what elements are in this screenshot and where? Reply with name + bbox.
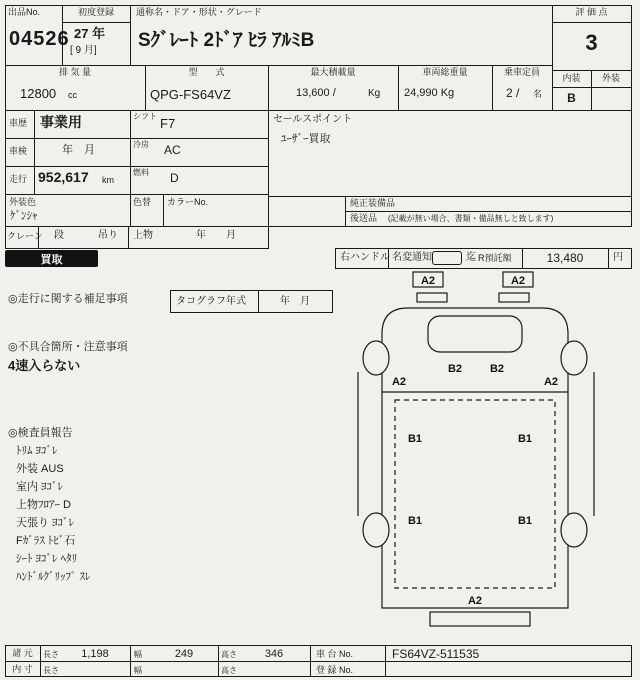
- height-label: 高さ: [221, 666, 237, 675]
- interior-label: 内装: [562, 73, 581, 83]
- ac-value: AC: [164, 143, 181, 157]
- width-label: 幅: [134, 650, 142, 659]
- damage-code: A2: [510, 275, 526, 287]
- sales-point-value: ﾕｰｻﾞｰ買取: [281, 133, 331, 145]
- crane-body-label: 上物: [133, 230, 153, 241]
- chassis-label: 車 台 No.: [316, 649, 354, 659]
- exhibit-no-value: 04526: [9, 28, 70, 50]
- later-items-note: (記載が無い場合、書類・備品無しと致します): [388, 214, 554, 223]
- inspector-title: ◎検査員報告: [8, 427, 73, 439]
- damage-code: B1: [517, 433, 533, 445]
- model-name-label: 通称名・ドア・形状・グレード: [136, 7, 262, 17]
- history-label: 車歴: [9, 118, 28, 128]
- fuel-label: 燃料: [133, 168, 149, 177]
- mileage-value: 952,617: [38, 169, 89, 185]
- color-no-label: カラーNo.: [167, 197, 209, 207]
- first-reg-label: 初度登録: [77, 7, 114, 17]
- model-name-value: Sｸﾞﾚｰﾄ 2ﾄﾞｱ ﾋﾗ ｱﾙﾐB: [138, 30, 315, 51]
- capacity-unit: 名: [533, 89, 543, 99]
- damage-code: B1: [407, 433, 423, 445]
- ac-label: 冷房: [133, 140, 149, 149]
- sales-point-label: セールスポイント: [273, 114, 353, 125]
- until-label: 迄: [466, 252, 476, 263]
- height-label: 高さ: [221, 650, 237, 659]
- later-items-label: 後送品: [350, 213, 378, 223]
- name-change-label: 名変通知: [392, 252, 432, 263]
- mileage-label: 走行: [9, 174, 28, 184]
- history-value: 事業用: [40, 114, 82, 130]
- gross-weight-value: 24,990 Kg: [404, 87, 455, 99]
- inspector-item: 上物ﾌﾛｱｰ D: [16, 499, 71, 511]
- first-reg-month: [ 9 月]: [70, 45, 97, 56]
- damage-code: A2: [467, 595, 483, 607]
- spec-label: 諸 元: [12, 648, 33, 658]
- chassis-value: FS64VZ-511535: [392, 647, 480, 661]
- capacity-label: 乗車定員: [503, 67, 540, 77]
- ext-color-label: 外装色: [9, 197, 37, 207]
- inspection-value: 年 月: [62, 144, 95, 156]
- inspector-item: ﾊﾝﾄﾞﾙｸﾞﾘｯﾌﾟ ｽﾚ: [16, 571, 91, 583]
- inspection-label: 車検: [9, 146, 28, 156]
- purchase-badge: 買取: [5, 250, 98, 267]
- ext-color-value: ｹﾞﾝｼｬ: [10, 210, 38, 222]
- displacement-value: 12800: [20, 86, 57, 101]
- inspector-item: Fｶﾞﾗｽ ﾄﾋﾞ石: [16, 535, 76, 547]
- inspector-item: 外装 AUS: [16, 463, 64, 475]
- exterior-label: 外装: [601, 73, 620, 83]
- inspector-item: ﾄﾘﾑ ﾖｺﾞﾚ: [16, 445, 58, 457]
- tachograph-label: タコグラフ年式: [176, 296, 246, 307]
- crane-date: 年 月: [196, 230, 236, 241]
- deposit-value: 13,480: [546, 251, 584, 265]
- damage-code: A2: [420, 275, 436, 287]
- damage-code: B1: [407, 515, 423, 527]
- max-load-label: 最大積載量: [310, 67, 356, 77]
- height-value: 346: [264, 648, 284, 660]
- length-value: 1,198: [81, 648, 109, 660]
- first-reg-year: 27 年: [74, 26, 106, 41]
- max-load-unit: Kg: [368, 88, 381, 99]
- width-value: 249: [174, 648, 194, 660]
- inspector-item: 天張り ﾖｺﾞﾚ: [16, 517, 75, 529]
- genuine-equipment-label: 純正装備品: [350, 198, 396, 208]
- max-load-value: 13,600 /: [296, 87, 336, 99]
- crane-hang-label: 吊り: [98, 230, 118, 241]
- displacement-unit: cc: [68, 90, 77, 100]
- score-value: 3: [585, 30, 598, 55]
- color-change-label: 色替: [133, 197, 152, 207]
- inspector-item: ｼｰﾄ ﾖｺﾞﾚ ﾍﾀﾘ: [16, 553, 78, 565]
- length-label: 長さ: [43, 666, 59, 675]
- inner-label: 内 寸: [12, 664, 33, 674]
- exhibit-no-label: 出品No.: [8, 7, 41, 17]
- mileage-unit: km: [102, 175, 114, 185]
- damage-code: B2: [447, 363, 463, 375]
- defects-title: ◎不具合箇所・注意事項: [8, 341, 128, 353]
- defect-item: 4速入らない: [8, 358, 81, 373]
- inspector-item: 室内 ﾖｺﾞﾚ: [16, 481, 64, 493]
- crane-label: クレーン: [7, 231, 43, 241]
- model-code-label: 型 式: [188, 67, 225, 77]
- tachograph-value: 年 月: [280, 296, 310, 307]
- damage-code: B2: [489, 363, 505, 375]
- displacement-label: 排 気 量: [58, 67, 91, 77]
- score-label: 評 価 点: [575, 7, 608, 17]
- handle-label: 右ハンドル: [340, 252, 390, 263]
- damage-code: A2: [543, 376, 559, 388]
- capacity-value: 2 /: [506, 86, 520, 100]
- deposit-label: R預託額: [478, 253, 512, 263]
- interior-value: B: [567, 91, 576, 105]
- length-label: 長さ: [43, 650, 59, 659]
- name-change-box: [432, 251, 462, 265]
- gross-weight-label: 車両総重量: [422, 67, 468, 77]
- reg-label: 登 録 No.: [316, 665, 354, 675]
- yen-label: 円: [613, 252, 623, 263]
- width-label: 幅: [134, 666, 142, 675]
- vehicle-diagram: [345, 268, 631, 645]
- model-code-value: QPG-FS64VZ: [150, 87, 231, 102]
- damage-code: B1: [517, 515, 533, 527]
- shift-value: F7: [160, 116, 176, 131]
- mileage-note-title: ◎走行に関する補足事項: [8, 293, 128, 305]
- fuel-value: D: [170, 171, 179, 185]
- shift-label: シフト: [133, 112, 157, 121]
- damage-code: A2: [391, 376, 407, 388]
- crane-step-label: 段: [54, 230, 64, 241]
